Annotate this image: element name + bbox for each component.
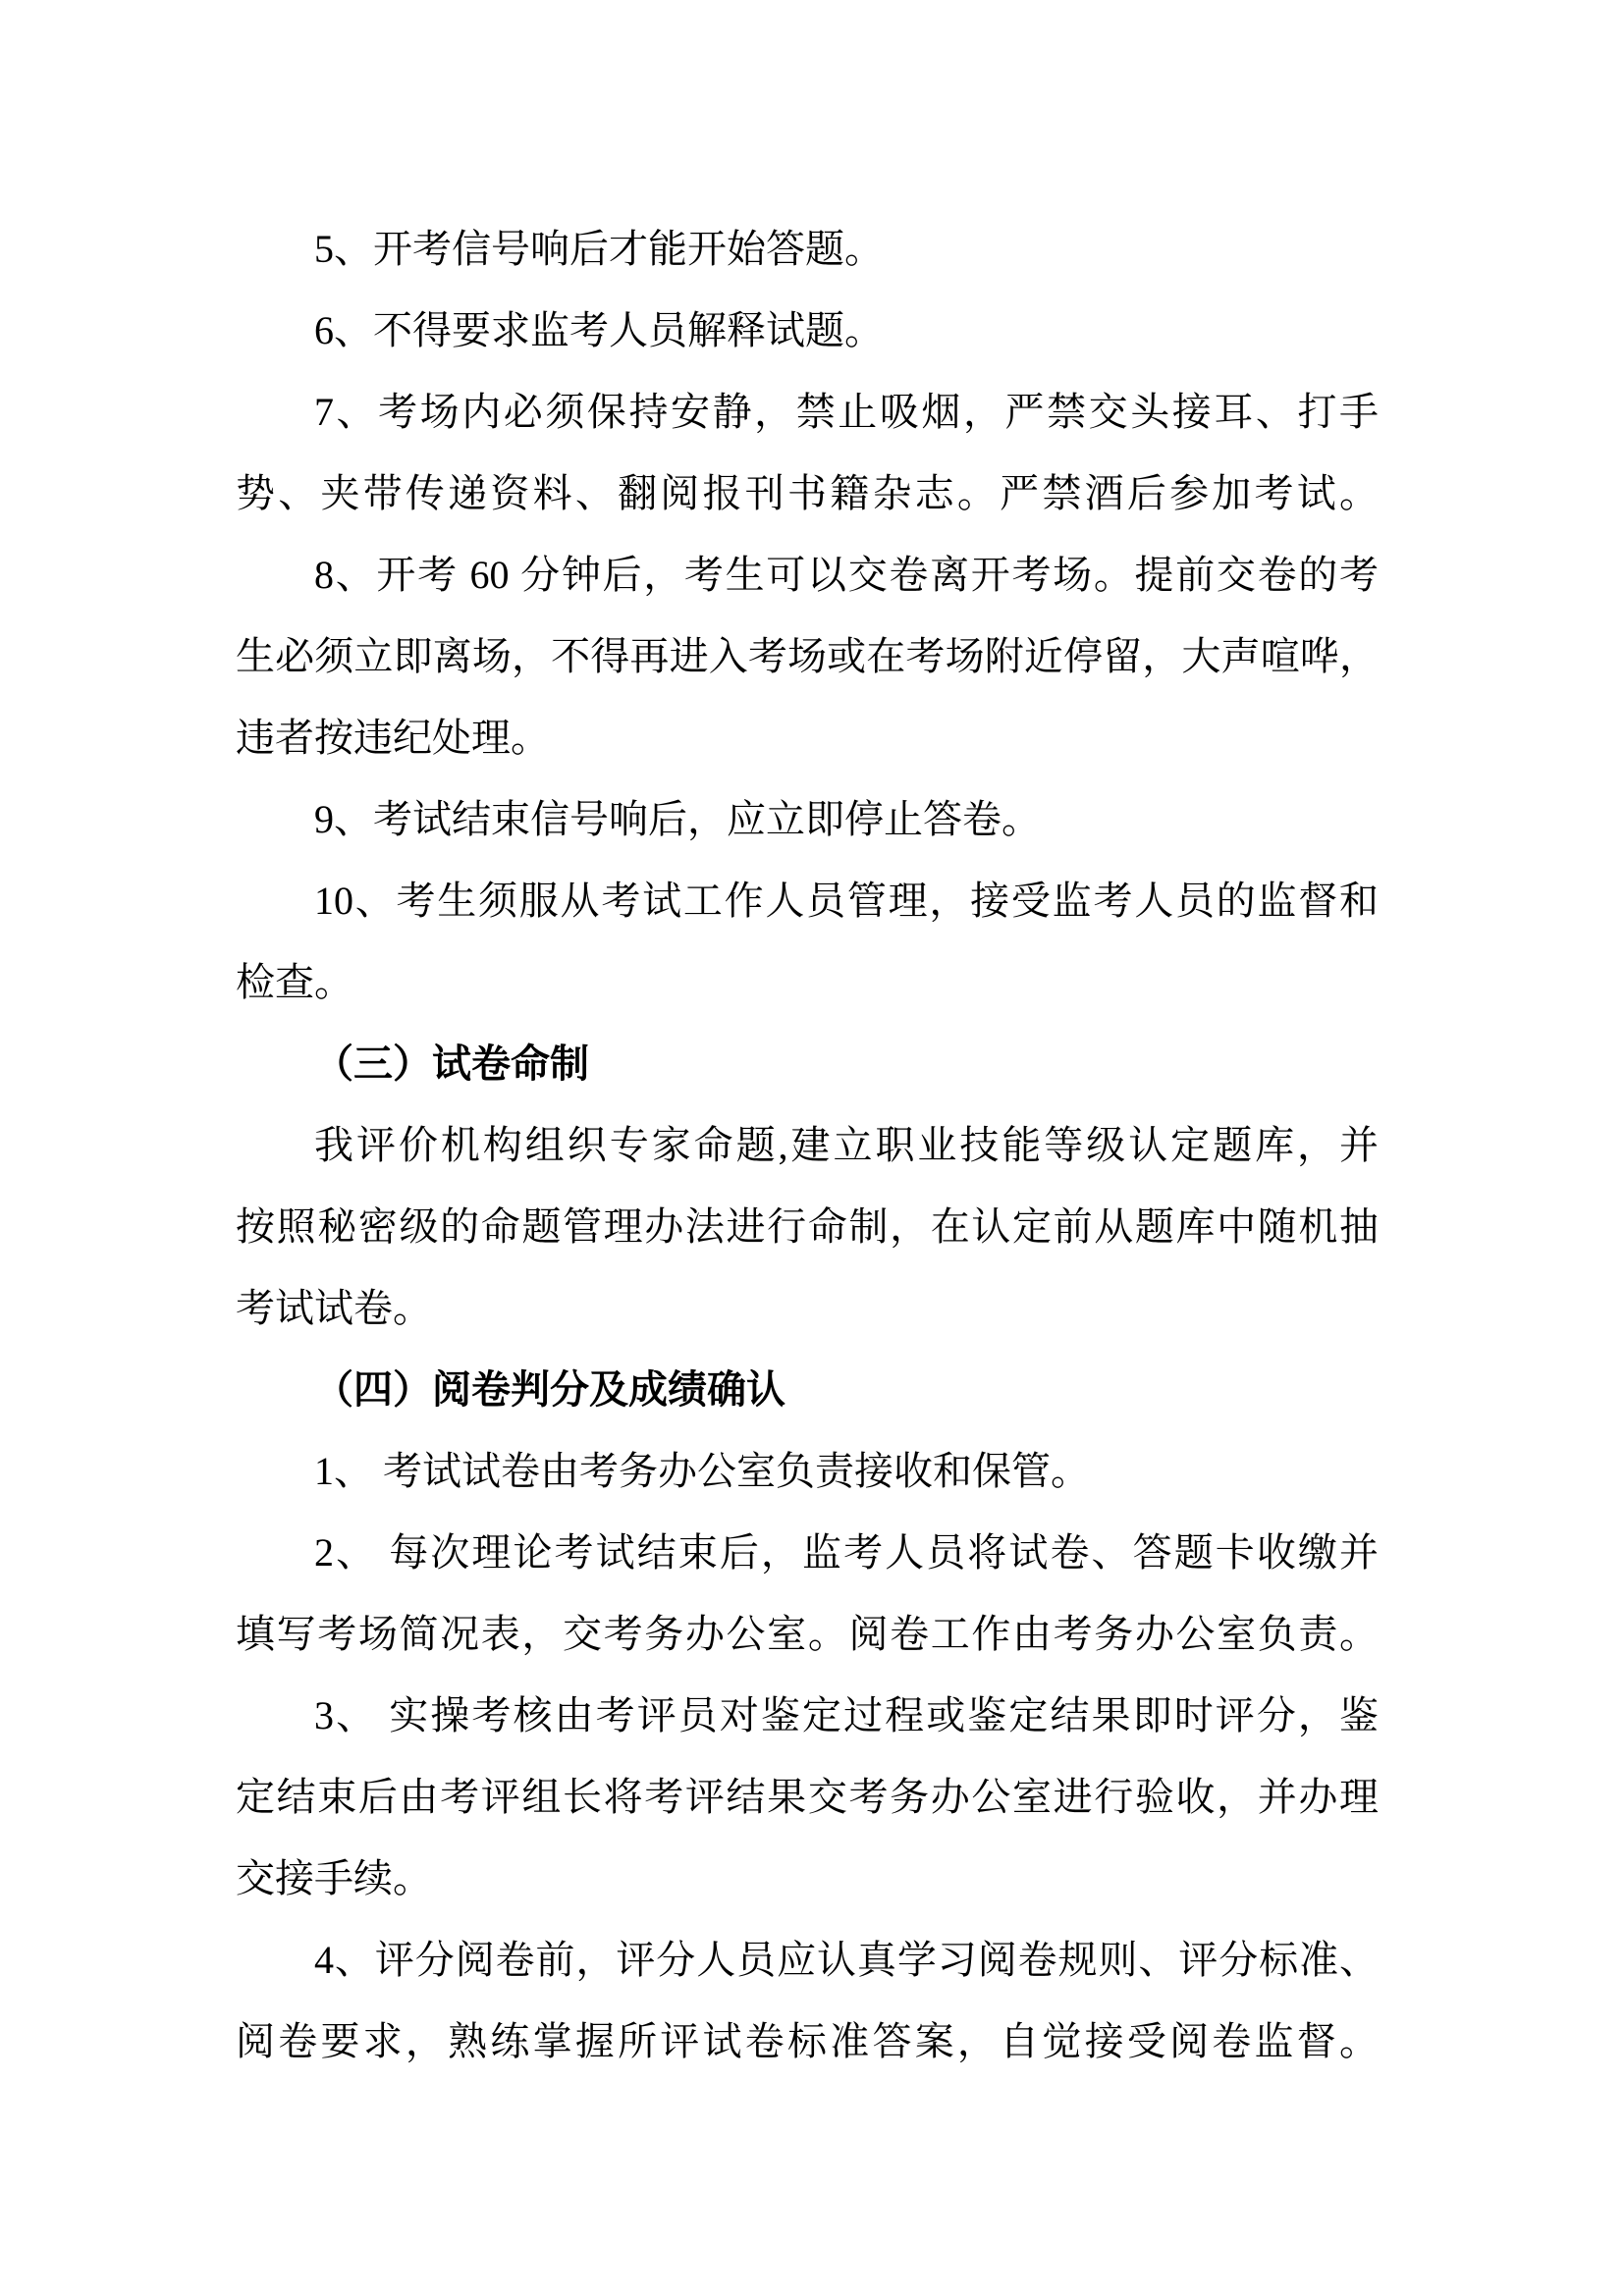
doc-line: 10、考生须服从考试工作人员管理，接受监考人员的监督和 (314, 879, 1379, 923)
doc-line: 定结束后由考评组长将考评结果交考务办公室进行验收，并办理 (236, 1775, 1379, 1819)
doc-line: 检查。 (236, 960, 353, 1004)
section-heading-3: （三）试卷命制 (314, 1041, 589, 1086)
doc-line: 考试试卷。 (236, 1286, 432, 1330)
doc-line: 1、 考试试卷由考务办公室负责接收和保管。 (314, 1449, 1090, 1493)
doc-line: 交接手续。 (236, 1856, 432, 1900)
doc-line: 填写考场简况表，交考务办公室。阅卷工作由考务办公室负责。 (236, 1612, 1379, 1656)
doc-line: 势、夹带传递资料、翻阅报刊书籍杂志。严禁酒后参加考试。 (236, 471, 1379, 515)
doc-line: 8、开考 60 分钟后，考生可以交卷离开考场。提前交卷的考 (314, 553, 1379, 597)
section-heading-4: （四）阅卷判分及成绩确认 (314, 1367, 785, 1412)
doc-line: 4、评分阅卷前，评分人员应认真学习阅卷规则、评分标准、 (314, 1938, 1379, 1982)
doc-line: 7、考场内必须保持安静，禁止吸烟，严禁交头接耳、打手 (314, 390, 1379, 434)
doc-line: 按照秘密级的命题管理办法进行命制，在认定前从题库中随机抽 (236, 1204, 1379, 1249)
doc-line: 9、考试结束信号响后，应立即停止答卷。 (314, 797, 1041, 841)
doc-line: 我评价机构组织专家命题,建立职业技能等级认定题库，并 (314, 1123, 1379, 1167)
doc-line: 2、 每次理论考试结束后，监考人员将试卷、答题卡收缴并 (314, 1530, 1379, 1575)
doc-line: 生必须立即离场，不得再进入考场或在考场附近停留，大声喧哗， (236, 634, 1379, 678)
doc-line: 阅卷要求，熟练掌握所评试卷标准答案，自觉接受阅卷监督。 (236, 2019, 1379, 2063)
doc-line: 违者按违纪处理。 (236, 716, 550, 760)
doc-line: 5、开考信号响后才能开始答题。 (314, 227, 884, 271)
doc-line: 6、不得要求监考人员解释试题。 (314, 308, 884, 352)
doc-line: 3、 实操考核由考评员对鉴定过程或鉴定结果即时评分，鉴 (314, 1693, 1379, 1737)
document-body (236, 208, 1379, 2082)
